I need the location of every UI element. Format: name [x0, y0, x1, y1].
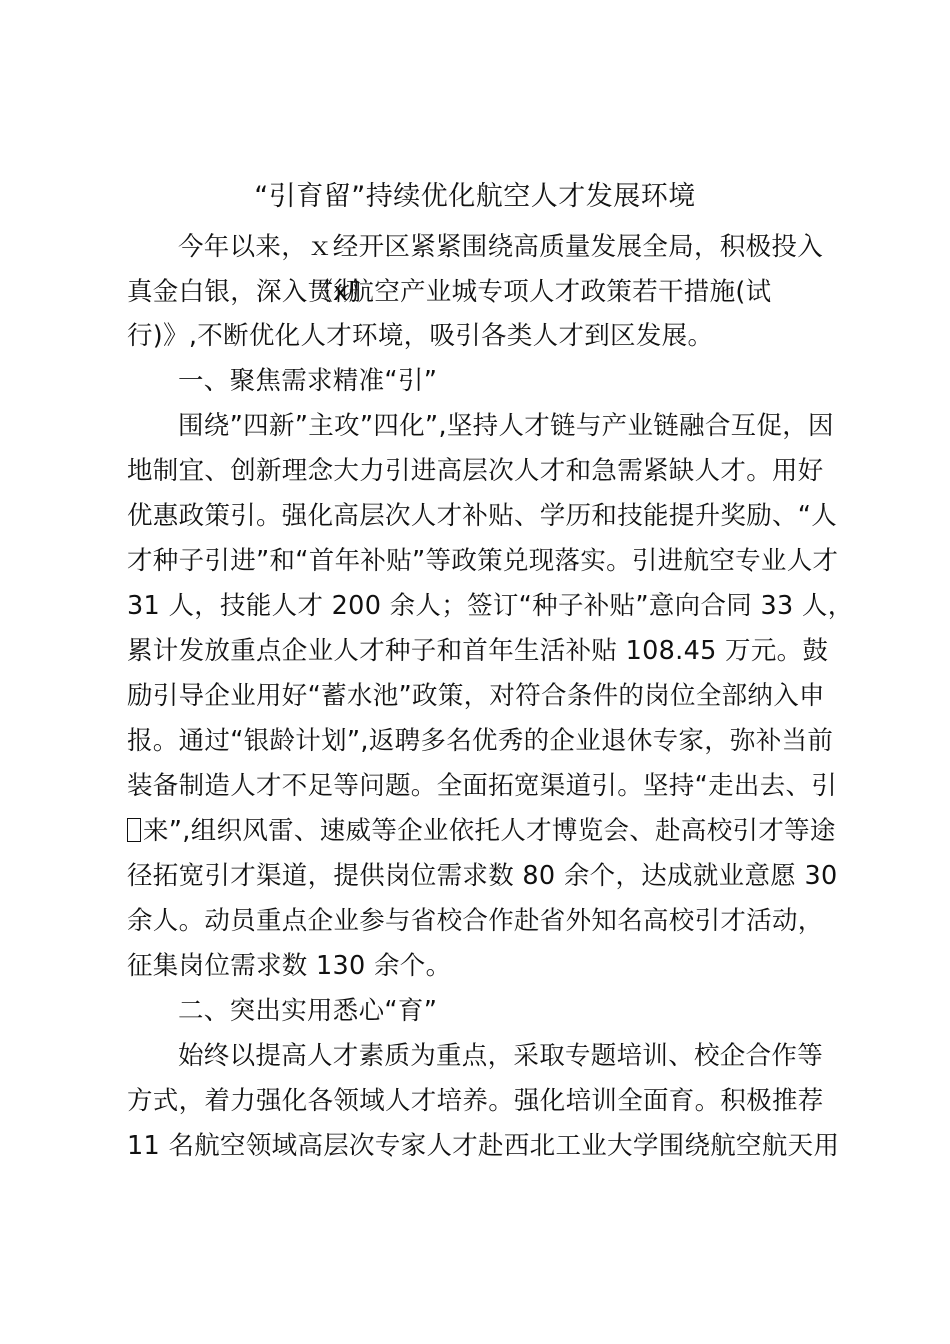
- section-heading-2: 二、突出实用悉心“育”: [178, 996, 438, 1026]
- section1-line: 励引导企业用好“蓄水池”政策，对符合条件的岗位全部纳入申: [127, 681, 825, 711]
- section1-line: 地制宜、创新理念大力引进高层次人才和急需紧缺人才。用好: [127, 456, 824, 486]
- section1-line: 征集岗位需求数 130 余个。: [127, 951, 452, 981]
- intro-line-1: 今年以来，ｘ经开区紧紧围绕高质量发展全局，积极投入: [178, 232, 824, 262]
- section1-line: 报。通过“银龄计划”,返聘多名优秀的企业退休专家，弥补当前: [127, 726, 834, 756]
- section-heading-1: 一、聚焦需求精准“引”: [178, 366, 438, 396]
- section1-line: 31 人，技能人才 200 余人；签订“种子补贴”意向合同 33 人，: [127, 591, 854, 621]
- intro-line-3: 行)》,不断优化人才环境，吸引各类人才到区发展。: [127, 321, 714, 351]
- section1-line: 优惠政策引。强化高层次人才补贴、学历和技能提升奖励、“人: [127, 501, 838, 531]
- section1-line: 径拓宽引才渠道，提供岗位需求数 80 余个，达成就业意愿 30: [127, 861, 838, 891]
- missing-glyph-box: [127, 818, 141, 842]
- section2-line: 方式，着力强化各领域人才培养。强化培训全面育。积极推荐: [127, 1086, 824, 1116]
- section2-line: 始终以提高人才素质为重点，采取专题培训、校企合作等: [178, 1041, 824, 1071]
- document-title: “引育留”持续优化航空人才发展环境: [254, 181, 696, 212]
- section1-line: [127, 811, 836, 851]
- intro-line-2-main: 真金白银，深入贯彻: [127, 277, 360, 307]
- section1-line: 装备制造人才不足等问题。全面拓宽渠道引。坚持“走出去、引: [127, 771, 838, 801]
- section1-line: 余人。动员重点企业参与省校合作赴省外知名高校引才活动，: [127, 906, 824, 936]
- section2-line: 11 名航空领域高层次专家人才赴西北工业大学围绕航空航天用: [127, 1131, 840, 1161]
- intro-line-2: [127, 272, 823, 312]
- section1-line-text: 来”,组织风雷、速威等企业依托人才博览会、赴高校引才等途: [143, 816, 836, 846]
- section1-line: 才种子引进”和“首年补贴”等政策兑现落实。引进航空专业人才: [127, 546, 839, 576]
- intro-line-2-overlay: 《x航空产业城专项人才政策若干措施(试: [307, 277, 772, 307]
- section1-line: 围绕”四新”主攻”四化”,坚持人才链与产业链融合互促，因: [178, 411, 834, 441]
- section1-line: 累计发放重点企业人才种子和首年生活补贴 108.45 万元。鼓: [127, 636, 829, 666]
